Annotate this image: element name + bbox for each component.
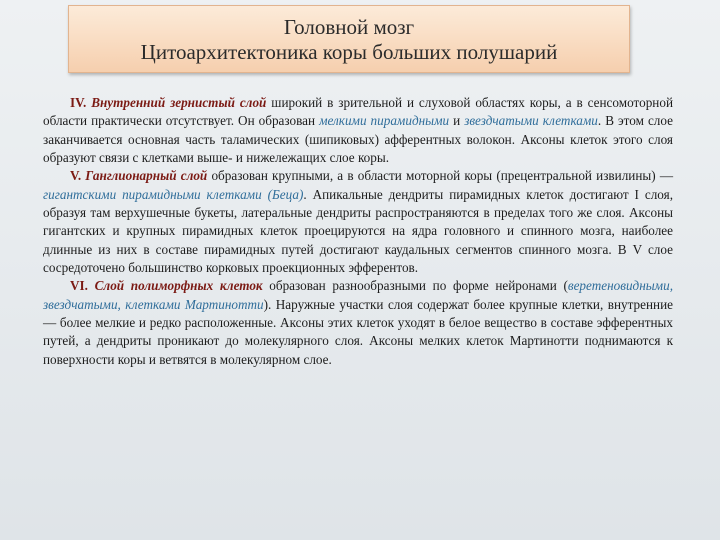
title-line-1: Головной мозг [283,15,415,39]
layer-name: Ганглионарный слой [85,168,208,184]
cell-type-term: гигантскими пирамидными клетками (Беца) [43,186,304,202]
cell-type-term: мелкими пирамидными [319,113,450,129]
paragraph-layer-4 [43,94,673,167]
paragraph-text: широкий в зрительной и слуховой областях коры, а в сенсомоторной области практически отсутствует. Он образован [43,95,674,129]
title-box [68,5,630,73]
text-content [43,94,673,369]
paragraph-text: . В этом слое заканчивается основная часть таламических (шипиковых) афферентных волокон. Аксоны клеток этого слоя образуют связи с клетками выше- и нижележащих слое коры. [43,113,673,166]
paragraph-layer-6 [43,277,673,369]
paragraph-layer-5 [43,167,673,277]
paragraph-text: . Апикальные дендриты пирамидных клеток достигают I слоя, образуя там верхушечные букеты, латеральные дендриты распространяются в пределах того же слоя. Аксоны гигантских и крупных пирамидных клеток проецируются на ядра головного и спинного мозга, наиболее длинные из них в составе пирамидных путей достигают каудальных сегментов спинного мозга. В V слое сосредоточено большинство корковых проекционных эфферентов. [43,186,673,276]
layer-number: V. [70,168,82,184]
title-line-2: Цитоархитектоника коры больших полушарий [140,40,558,64]
cell-type-term: веретеновидными, звездчатыми, клетками Мартинотти [43,278,673,312]
layer-number: IV. [70,95,87,110]
layer-name: Внутренний зернистый слой [91,95,267,110]
layer-name: Слой полиморфных клеток [94,278,263,294]
paragraph-text: образован крупными, а в области моторной коры (прецентральной извилины) — [207,168,674,184]
paragraph-text: ). Наружные участки слоя содержат более крупные клетки, внутренние — более мелкие и редко расположенные. Аксоны этих клеток уходят в белое вещество в составе эфферентных путей, а дендриты проникают до молекулярного слоя. Аксоны мелких клеток Мартинотти поднимаются к поверхности коры и ветвятся в молекулярном слое. [43,296,673,367]
paragraph-text: образован разнообразными по форме нейронами ( [262,278,568,294]
paragraph-text: и [449,113,465,129]
layer-number: VI. [70,278,88,294]
cell-type-term: звездчатыми клетками [464,113,598,129]
